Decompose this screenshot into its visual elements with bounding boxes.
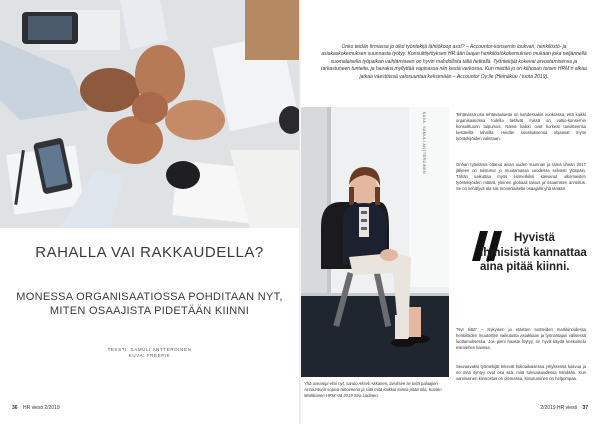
article-intro: Onko teidän firmassa jo ollut työntekijä lähtiökoop asst? – Accountor-konsernin loukvan, henkilöstö- ja asiakaskokemuksen suunnasta työtyy. Konsulttiyrityksen HR:ään laajan henkilöstökokemuksen mukaan joka neljännellä suomalaisella työpaikan vaihtamiseen on hyvin mahdollista tällä hetkellä. Työntekijät kokevat arvostamisensa ja tarkastuneen tunteita, ja hairaksi myllyttää vapinassa niin kestä verkossa. Kun mietitä jo on kiihosan toisen HRM:n alkaa jatkaa väestöissä valosuuntaa keksimään – Accountor Oy:lle (Heinäkuu / tuota 2019). xyxy=(321,44,587,80)
pull-quote: Hyvistä ihmisistä kannattaa aina pitää kiinni. xyxy=(480,232,587,273)
photo-credit: KUVA: SAMULI ANTTEROINEN xyxy=(422,112,426,175)
page-number-right: 37 xyxy=(582,405,588,411)
folio-left xyxy=(12,405,60,411)
article-subtitle: MONESSA ORGANISAATIOSSA POHDITAAN NYT, MITEN OSAAJISTA PIDETÄÄN KIINNI xyxy=(16,291,283,317)
body-paragraph: Tehtävissä osa tehtäväaluetta on kahdessakin vuokrassa, että kaikki organisaatiossa todella tietävät missä on valtio-konsernin konsulttuurin taipumus. Nämä kaikki ovat korkeat tavoitteensa kestäviltä tahoilta. Heidän suosituksensa ohjaavat myös työntekijöiden valintaan. xyxy=(456,112,586,142)
body-paragraph: Onhan työelämä ottanut aivan uuden suunnan ja tämä tiheän 2017 jälkeen on toistunut jo muutamassa vuodessa selvästi ylöspäin. Tähän vaikuttaa myös esimerkiksi kasvanut ulkomaisten työntekijöiden määrä, yleinen globaali talous ja osaamisen arvostus. Se on kehittyvä ala siis monenlaiselle osaajalle yhä tänään. xyxy=(456,162,586,192)
photo-caption: Yhä useampi etsii nyt, sanoo Akseli Akkanen, tarvitsee se mitä palaajien Accountorin sopiva tahoimena ja siitä mitä kaikkia toimia pitää olla, Kuvien Markkanen HRM:stä 2019 Stra Ladinen. xyxy=(304,381,442,398)
text-byline: TEKSTI: SAMULI ANTTEROINEN xyxy=(107,347,192,352)
hero-photo-fist-bump xyxy=(0,0,299,228)
folio-right xyxy=(540,405,588,411)
photo-byline: KUVA: FREEPIK xyxy=(128,353,171,358)
article-title: RAHALLA VAI RAKKAUDELLA? xyxy=(35,244,264,261)
body-paragraph: Seuraavaksi työntekijät tekevät kokoaikaisessa yrityksessä kasvua ja ne mitä syntyy ovat osa sitä, mitä tulevaisuudessa nähdään. Kun varsinainen kiinnostus on olemassa, sitoutuminen on helpompaa. xyxy=(456,364,586,382)
byline-block xyxy=(0,347,299,359)
page-number-left: 36 xyxy=(12,405,18,411)
body-paragraph: ”Nyt riittä” – Nykyisen ja etäisten tuotteiden markkinoidessa henkilöiden muutosten vaikutusta asiakkaan ja työnantajan välisessä luottamuksessa. Jos pieni haaste löytyy, on hyvä käydä keskustelu esimiehen kanssa. xyxy=(456,327,586,351)
portrait-photo xyxy=(301,107,449,377)
magazine-issue-right: 2/2019 HR viesti xyxy=(540,405,578,411)
magazine-issue-left: HR viesti 2/2019 xyxy=(22,405,60,411)
